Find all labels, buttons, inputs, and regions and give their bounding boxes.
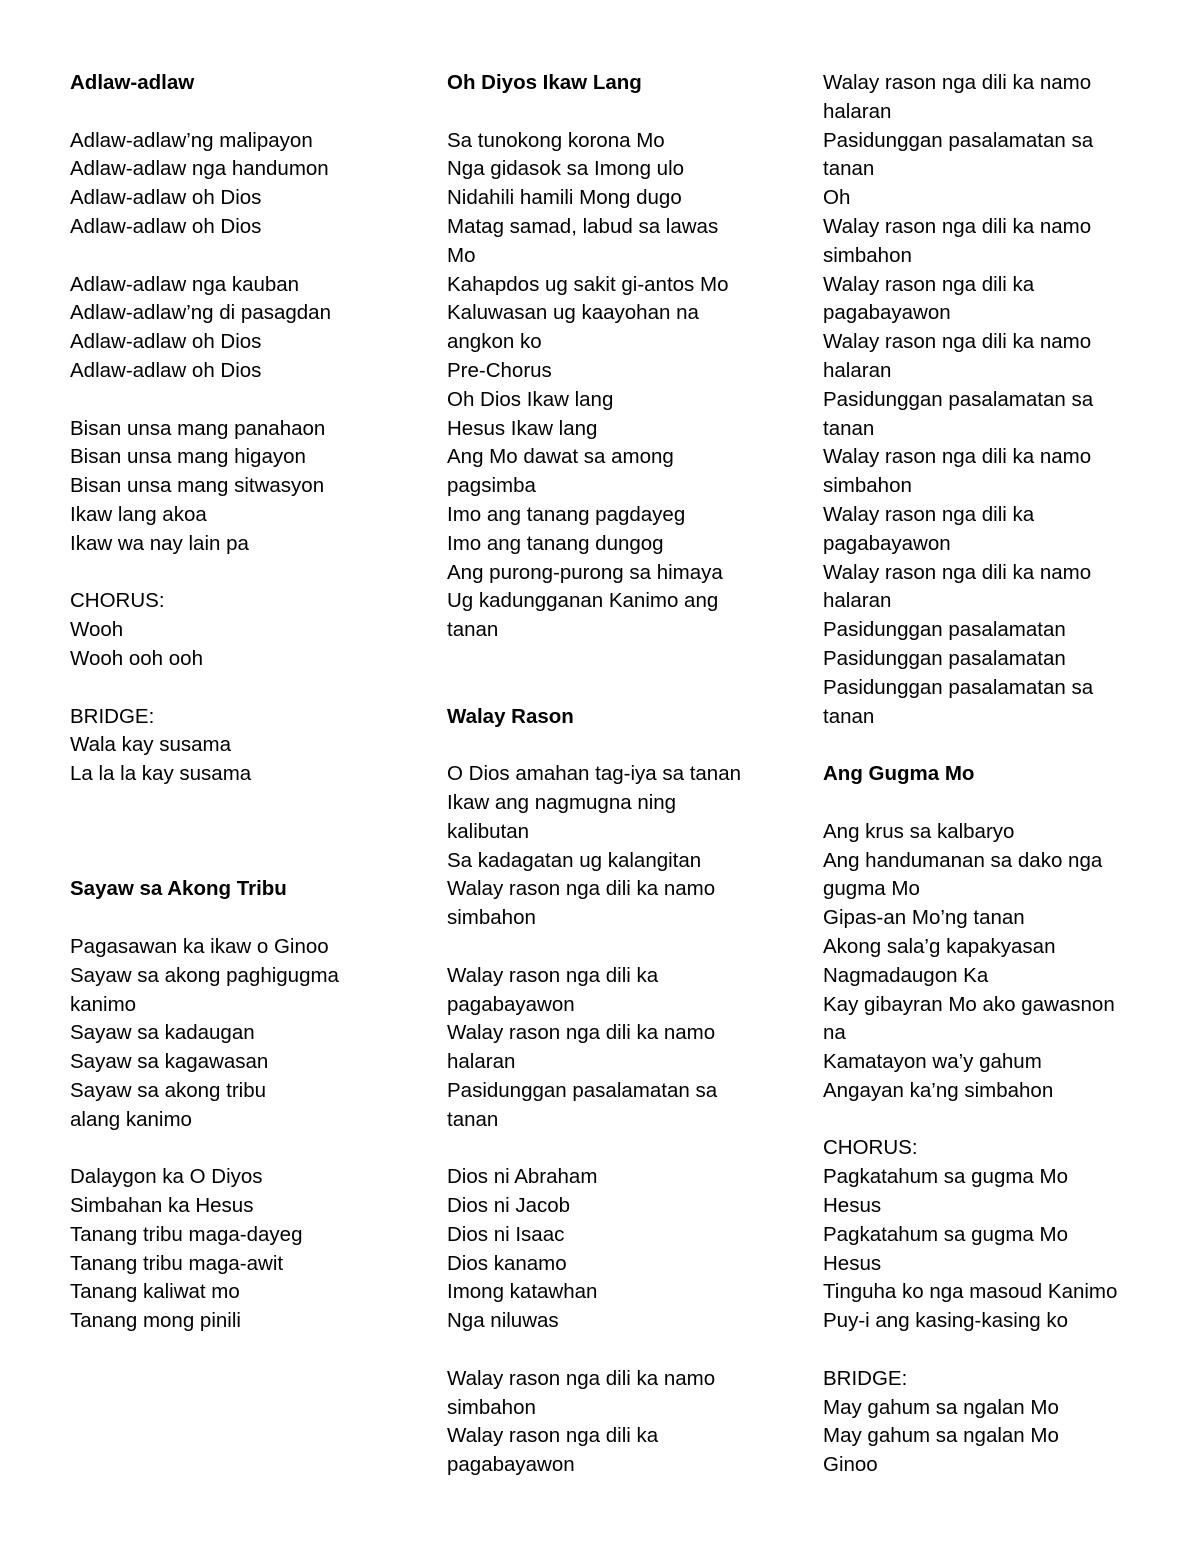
lyric-line: BRIDGE:: [823, 1366, 908, 1390]
lyric-line: Kahapdos ug sakit gi-antos Mo: [447, 272, 729, 296]
lyric-line: Walay rason nga dili ka namo: [447, 877, 716, 901]
lyric-line: Matag samad, labud sa lawas: [447, 214, 719, 238]
blank-line: [70, 559, 410, 588]
blank-line: [70, 1134, 410, 1163]
lyric-line: halaran: [447, 1050, 516, 1074]
song-title: Sayaw sa Akong Tribu: [70, 877, 287, 901]
lyric-line: Walay rason nga dili ka: [823, 272, 1035, 296]
lyric-line: Tanang tribu maga-dayeg: [70, 1222, 303, 1246]
lyric-line: Adlaw-adlaw oh Dios: [70, 186, 262, 210]
blank-line: [70, 789, 410, 818]
lyric-line: Adlaw-adlaw oh Dios: [70, 214, 262, 238]
blank-line: [823, 731, 1143, 760]
lyric-line: Ikaw ang nagmugna ning: [447, 790, 677, 814]
lyric-line: tanan: [447, 618, 499, 642]
lyric-line: La la la kay susama: [70, 762, 252, 786]
lyric-line: Adlaw-adlaw oh Dios: [70, 358, 262, 382]
lyric-line: Ang handumanan sa dako nga: [823, 848, 1103, 872]
lyric-line: Imo ang tanang dungog: [447, 531, 664, 555]
blank-line: [70, 386, 410, 415]
lyric-line: Ikaw wa nay lain pa: [70, 531, 249, 555]
lyric-line: Ang Mo dawat sa among: [447, 445, 674, 469]
lyric-line: Adlaw-adlaw nga handumon: [70, 157, 329, 181]
lyric-line: Pre-Chorus: [447, 358, 552, 382]
lyric-line: Pasidunggan pasalamatan sa: [823, 128, 1094, 152]
blank-line: [823, 1106, 1143, 1135]
lyric-line: Oh Dios Ikaw lang: [447, 387, 614, 411]
lyric-line: Dalaygon ka O Diyos: [70, 1165, 263, 1189]
lyric-line: Simbahan ka Hesus: [70, 1194, 254, 1218]
lyric-line: Pasidunggan pasalamatan sa: [447, 1078, 718, 1102]
lyric-line: Ang purong-purong sa himaya: [447, 560, 723, 584]
lyric-line: kanimo: [70, 992, 137, 1016]
lyric-line: Walay rason nga dili ka namo: [823, 214, 1092, 238]
lyric-line: Pagasawan ka ikaw o Ginoo: [70, 934, 329, 958]
blank-line: [447, 1134, 767, 1163]
lyric-line: angkon ko: [447, 330, 542, 354]
lyric-line: simbahon: [447, 1395, 536, 1419]
blank-line: [70, 242, 410, 271]
lyric-line: O Dios amahan tag-iya sa tanan: [447, 762, 741, 786]
lyric-line: Walay rason nga dili ka: [447, 1424, 659, 1448]
lyric-line: Wooh: [70, 618, 124, 642]
blank-line: [70, 847, 410, 876]
lyric-line: gugma Mo: [823, 877, 920, 901]
lyric-line: Sayaw sa kadaugan: [70, 1021, 255, 1045]
lyric-line: halaran: [823, 99, 892, 123]
lyrics-column-2: [447, 69, 767, 1480]
lyric-line: na: [823, 1021, 846, 1045]
song-title: Adlaw-adlaw: [70, 71, 195, 94]
lyric-line: Adlaw-adlaw’ng di pasagdan: [70, 301, 331, 325]
lyric-line: Wooh ooh ooh: [70, 646, 203, 670]
lyric-line: Oh: [823, 186, 851, 210]
lyric-line: Dios ni Abraham: [447, 1165, 598, 1189]
lyric-line: Hesus: [823, 1251, 882, 1275]
lyric-line: Pagkatahum sa gugma Mo: [823, 1222, 1068, 1246]
lyric-line: Bisan unsa mang higayon: [70, 445, 306, 469]
lyric-line: Sa tunokong korona Mo: [447, 128, 665, 152]
lyric-line: Kamatayon wa’y gahum: [823, 1050, 1042, 1074]
lyric-line: Walay rason nga dili ka namo: [823, 560, 1092, 584]
lyric-line: Sayaw sa akong paghigugma: [70, 963, 339, 987]
lyric-line: Akong sala’g kapakyasan: [823, 934, 1056, 958]
lyric-line: Adlaw-adlaw oh Dios: [70, 330, 262, 354]
lyric-line: Walay rason nga dili ka namo: [447, 1366, 716, 1390]
blank-line: [823, 789, 1143, 818]
lyric-line: pagabayawon: [823, 531, 951, 555]
lyric-line: CHORUS:: [823, 1136, 918, 1160]
lyric-line: Walay rason nga dili ka: [823, 502, 1035, 526]
lyric-line: tanan: [823, 157, 875, 181]
lyric-line: pagabayawon: [447, 992, 575, 1016]
lyric-line: simbahon: [823, 474, 912, 498]
lyric-line: May gahum sa ngalan Mo: [823, 1395, 1059, 1419]
lyric-line: Sayaw sa kagawasan: [70, 1050, 269, 1074]
lyric-line: tanan: [823, 704, 875, 728]
lyric-line: Imo ang tanang pagdayeg: [447, 502, 686, 526]
lyric-line: pagsimba: [447, 474, 536, 498]
lyric-line: Kaluwasan ug kaayohan na: [447, 301, 699, 325]
lyric-line: Ginoo: [823, 1453, 878, 1477]
blank-line: [447, 731, 767, 760]
lyrics-column-3: [823, 69, 1143, 1480]
lyric-line: Mo: [447, 243, 476, 267]
blank-line: [447, 98, 767, 127]
lyric-line: Adlaw-adlaw nga kauban: [70, 272, 300, 296]
lyric-line: Ikaw lang akoa: [70, 502, 207, 526]
lyric-line: Angayan ka’ng simbahon: [823, 1078, 1054, 1102]
lyric-line: Walay rason nga dili ka namo: [823, 445, 1092, 469]
lyric-line: Hesus: [823, 1194, 882, 1218]
lyric-line: Adlaw-adlaw’ng malipayon: [70, 128, 313, 152]
lyric-line: Pasidunggan pasalamatan: [823, 646, 1066, 670]
lyric-line: kalibutan: [447, 819, 530, 843]
lyric-line: tanan: [823, 416, 875, 440]
lyric-line: Tanang kaliwat mo: [70, 1280, 240, 1304]
lyric-line: Dios ni Isaac: [447, 1222, 565, 1246]
lyric-line: May gahum sa ngalan Mo: [823, 1424, 1059, 1448]
lyric-line: Tinguha ko nga masoud Kanimo: [823, 1280, 1118, 1304]
song-title: Walay Rason: [447, 704, 574, 728]
blank-line: [823, 1336, 1143, 1365]
lyric-line: Walay rason nga dili ka namo: [823, 71, 1092, 94]
lyric-line: Pasidunggan pasalamatan sa: [823, 387, 1094, 411]
lyric-line: Pasidunggan pasalamatan sa: [823, 675, 1094, 699]
lyric-line: Imong katawhan: [447, 1280, 598, 1304]
lyric-line: BRIDGE:: [70, 704, 155, 728]
blank-line: [447, 674, 767, 703]
lyric-line: Nagmadaugon Ka: [823, 963, 989, 987]
lyric-line: alang kanimo: [70, 1107, 192, 1131]
lyric-line: Nga niluwas: [447, 1309, 559, 1333]
lyric-line: tanan: [447, 1107, 499, 1131]
lyric-line: halaran: [823, 358, 892, 382]
lyric-line: simbahon: [823, 243, 912, 267]
lyric-line: Wala kay susama: [70, 733, 232, 757]
lyric-line: Nidahili hamili Mong dugo: [447, 186, 682, 210]
blank-line: [70, 818, 410, 847]
lyric-line: Nga gidasok sa Imong ulo: [447, 157, 685, 181]
lyric-line: pagabayawon: [447, 1453, 575, 1477]
lyric-line: Bisan unsa mang sitwasyon: [70, 474, 325, 498]
lyric-line: Walay rason nga dili ka namo: [823, 330, 1092, 354]
lyric-line: Tanang tribu maga-awit: [70, 1251, 284, 1275]
lyric-line: Tanang mong pinili: [70, 1309, 241, 1333]
lyric-line: pagabayawon: [823, 301, 951, 325]
lyric-line: simbahon: [447, 906, 536, 930]
lyric-line: Dios ni Jacob: [447, 1194, 571, 1218]
lyric-line: CHORUS:: [70, 589, 165, 613]
blank-line: [70, 98, 410, 127]
blank-line: [447, 645, 767, 674]
song-title: Ang Gugma Mo: [823, 762, 975, 786]
lyric-line: Sa kadagatan ug kalangitan: [447, 848, 702, 872]
blank-line: [447, 933, 767, 962]
lyric-line: Puy-i ang kasing-kasing ko: [823, 1309, 1068, 1333]
lyric-line: Bisan unsa mang panahaon: [70, 416, 326, 440]
blank-line: [70, 674, 410, 703]
lyric-line: Walay rason nga dili ka: [447, 963, 659, 987]
blank-line: [70, 904, 410, 933]
lyric-line: Gipas-an Mo’ng tanan: [823, 906, 1025, 930]
lyric-line: Pasidunggan pasalamatan: [823, 618, 1066, 642]
lyric-line: halaran: [823, 589, 892, 613]
lyric-line: Hesus Ikaw lang: [447, 416, 598, 440]
lyric-line: Sayaw sa akong tribu: [70, 1078, 267, 1102]
lyric-line: Ug kadungganan Kanimo ang: [447, 589, 719, 613]
blank-line: [447, 1336, 767, 1365]
lyrics-column-1: [70, 69, 410, 1336]
lyric-line: Kay gibayran Mo ako gawasnon: [823, 992, 1115, 1016]
lyric-line: Walay rason nga dili ka namo: [447, 1021, 716, 1045]
lyric-line: Pagkatahum sa gugma Mo: [823, 1165, 1068, 1189]
lyric-line: Ang krus sa kalbaryo: [823, 819, 1015, 843]
song-title: Oh Diyos Ikaw Lang: [447, 71, 642, 94]
lyric-line: Dios kanamo: [447, 1251, 567, 1275]
